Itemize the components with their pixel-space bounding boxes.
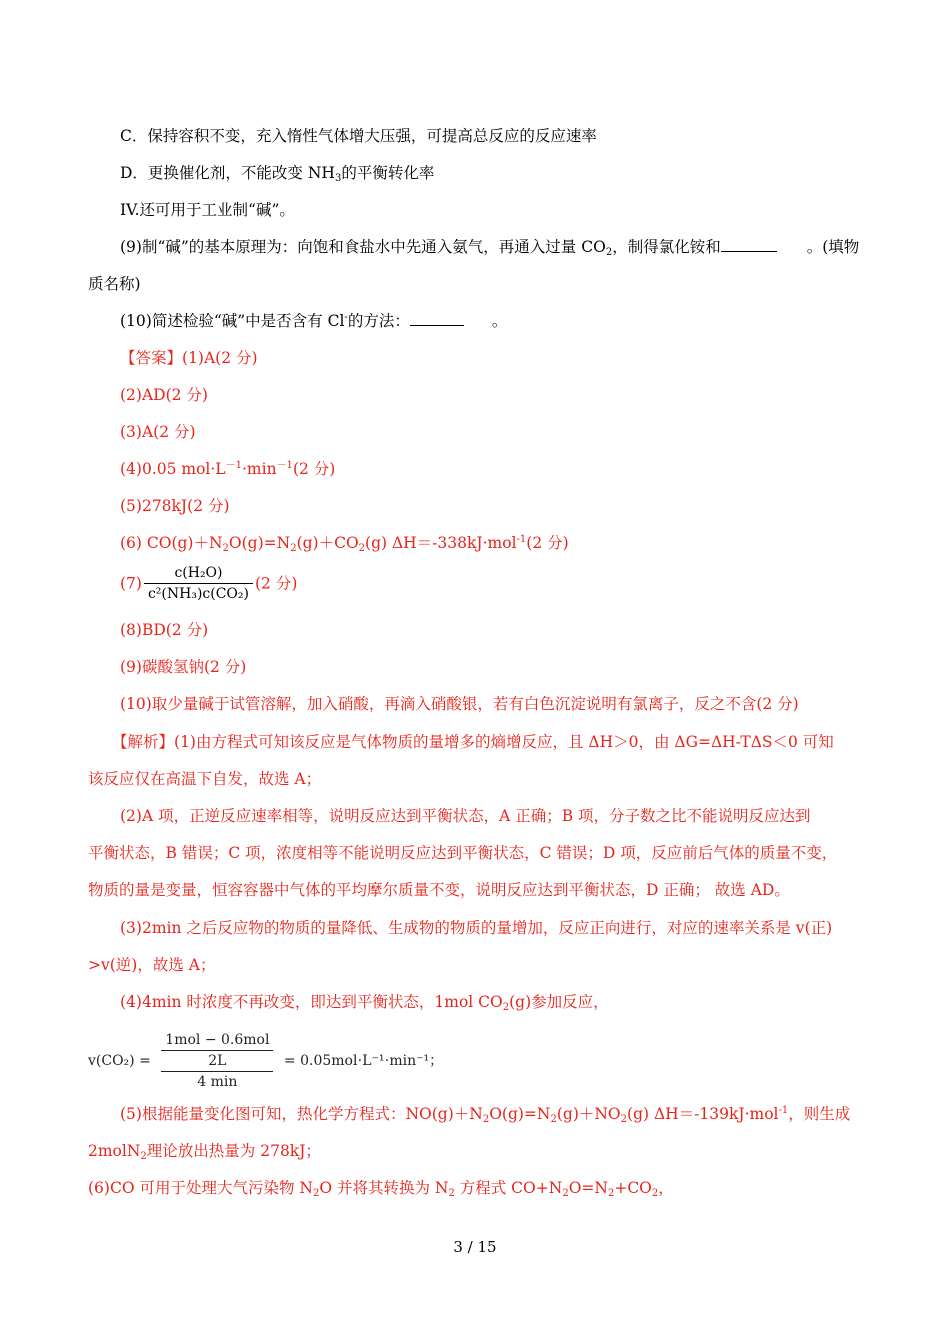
q10-text-b: 的方法：	[347, 312, 410, 330]
answer-5	[120, 496, 230, 516]
answer-1-text: (1)A(2 分)	[182, 349, 258, 367]
answer-10-text: (10)取少量碱于试管溶解，加入硝酸，再滴入硝酸银，若有白色沉淀说明有氯离子，反之不含(2 分)	[120, 695, 799, 713]
analysis-3-text-b: >v(逆)，故选 A；	[88, 956, 216, 974]
analysis-5-text-b: 2molN	[88, 1142, 141, 1160]
fraction-denominator: c²(NH₃)c(CO₂)	[147, 586, 249, 602]
subscript: 2	[482, 1114, 490, 1125]
q9-text-c: 。(填物	[806, 238, 860, 256]
formula-lhs: v(CO₂) =	[88, 1053, 151, 1069]
q10-text-c: 。	[491, 312, 508, 330]
subscript: 2	[222, 543, 229, 554]
analysis-6-b: O 并将其转换为 N	[319, 1179, 449, 1197]
analysis-2-text-b: 平衡状态，B 错误；C 项，浓度相等不能说明反应达到平衡状态，C 错误；D 项，反应前后气体的质量不变，	[88, 844, 838, 862]
analysis-2-text: (2)A 项，正逆反应速率相等，说明反应达到平衡状态，A 正确；B 项，分子数之比不能说明反应达到	[120, 807, 811, 825]
subscript: 2	[140, 1151, 147, 1162]
superscript: -1	[516, 534, 527, 545]
answer-3	[120, 422, 196, 442]
option-d-text: D．更换催化剂，不能改变 NH	[120, 164, 335, 182]
analysis-3	[120, 918, 832, 938]
formula-inner-num: 1mol − 0.6mol	[161, 1030, 273, 1051]
analysis-2-cont	[88, 843, 837, 863]
answer-8-text: (8)BD(2 分)	[120, 621, 209, 639]
analysis-1-cont	[88, 769, 321, 789]
answer-4-mid: ·min	[241, 460, 277, 478]
formula-top	[157, 1030, 277, 1072]
section-iv	[120, 200, 295, 220]
subscript: 2	[607, 1188, 615, 1199]
superscript: -	[344, 312, 348, 323]
subscript: 2	[448, 1188, 455, 1199]
answer-9	[120, 657, 246, 677]
page-number: 3 / 15	[453, 1238, 497, 1256]
analysis-6	[88, 1178, 674, 1198]
question-9	[120, 237, 859, 257]
subscript: 2	[358, 543, 366, 554]
analysis-5-text: (5)根据能量变化图可知，热化学方程式：NO(g)＋N	[120, 1105, 483, 1123]
q9-text: (9)制“碱”的基本原理为：向饱和食盐水中先通入氨气，再通入过量 CO	[120, 238, 606, 256]
subscript: 2	[290, 543, 297, 554]
formula-inner-den: 2L	[161, 1051, 273, 1072]
superscript: -1	[778, 1105, 789, 1116]
analysis-5-e: ，则生成	[788, 1105, 851, 1123]
subscript: 2	[562, 1188, 569, 1199]
superscript: －1	[225, 460, 242, 471]
question-10	[120, 311, 507, 331]
analysis-6-d: O=N	[568, 1179, 608, 1197]
analysis-2-text-c: 物质的量是变量，恒容容器中气体的平均摩尔质量不变，说明反应达到平衡状态，D 正确； 故选 AD。	[88, 881, 790, 899]
answer-2-text: (2)AD(2 分)	[120, 386, 208, 404]
answer-7	[120, 563, 297, 604]
answer-7-text: (7)	[120, 574, 142, 593]
q9-text-b: ，制得氯化铵和	[612, 238, 721, 256]
analysis-5	[120, 1104, 850, 1124]
answer-6-text: (6) CO(g)＋N	[120, 534, 223, 552]
analysis-6-e: +CO	[614, 1179, 652, 1197]
superscript: －1	[276, 460, 293, 471]
answer-6-e: (2 分)	[526, 534, 569, 552]
question-9-cont	[88, 274, 141, 294]
answer-3-text: (3)A(2 分)	[120, 423, 196, 441]
q9-text-d: 质名称)	[88, 275, 141, 293]
subscript: 2	[502, 1002, 510, 1013]
answer-10	[120, 694, 799, 714]
analysis-tag: 【解析】	[112, 733, 175, 751]
option-c-text: C．保持容积不变，充入惰性气体增大压强，可提高总反应的反应速率	[120, 127, 597, 145]
answer-5-text: (5)278kJ(2 分)	[120, 497, 230, 515]
answer-4	[120, 459, 335, 479]
answer-blank	[721, 237, 777, 252]
analysis-1-text-b: 该反应仅在高温下自发，故选 A；	[88, 770, 322, 788]
analysis-1-text: (1)由方程式可知该反应是气体物质的量增多的熵增反应，且 ΔH＞0，由 ΔG=ΔH-TΔS＜0 可知	[174, 733, 834, 751]
analysis-5-b: O(g)=N	[489, 1105, 551, 1123]
fraction-numerator: c(H₂O)	[144, 563, 253, 584]
analysis-4-post: (g)参加反应，	[509, 993, 609, 1011]
subscript: 2	[550, 1114, 557, 1125]
answer-2	[120, 385, 208, 405]
answer-4-text: (4)0.05 mol·L	[120, 460, 226, 478]
equilibrium-constant-fraction	[144, 563, 253, 604]
section-iv-text: IV.还可用于工业制“碱”。	[120, 201, 295, 219]
option-d-text-end: 的平衡转化率	[341, 164, 435, 182]
analysis-4	[120, 992, 609, 1012]
analysis-3-text: (3)2min 之后反应物的物质的量降低、生成物的物质的量增加，反应正向进行，对应的速率关系是 v(正)	[120, 919, 833, 937]
analysis-2	[120, 806, 811, 826]
analysis-6-c: 方程式 CO+N	[454, 1179, 563, 1197]
subscript: 3	[334, 173, 342, 184]
analysis-4-text: (4)4min 时浓度不再改变，即达到平衡状态，1mol CO	[120, 993, 503, 1011]
answer-8	[120, 620, 208, 640]
answer-1	[120, 348, 258, 368]
answer-6-c: (g)＋CO	[296, 534, 359, 552]
analysis-5-text-b-post: 理论放出热量为 278kJ；	[146, 1142, 321, 1160]
formula-inner-fraction	[161, 1030, 273, 1072]
option-d	[120, 163, 434, 183]
answer-6	[120, 533, 569, 553]
answer-tag: 【答案】	[120, 349, 183, 367]
answer-9-text: (9)碳酸氢钠(2 分)	[120, 658, 247, 676]
formula-rhs: = 0.05mol⋅L⁻¹⋅min⁻¹；	[283, 1053, 444, 1069]
q10-text: (10)简述检验“碱”中是否含有 Cl	[120, 312, 345, 330]
analysis-3-cont	[88, 955, 215, 975]
analysis-5-c: (g)＋NO	[556, 1105, 621, 1123]
analysis-5-cont	[88, 1141, 321, 1161]
analysis-2-cont2	[88, 880, 790, 900]
answer-7-post: (2 分)	[254, 574, 298, 593]
subscript: 2	[605, 247, 613, 258]
option-c	[120, 126, 597, 146]
answer-4-post: (2 分)	[292, 460, 336, 478]
subscript: 2	[620, 1114, 628, 1125]
answer-6-b: O(g)=N	[228, 534, 291, 552]
formula-bottom: 4 min	[197, 1074, 238, 1090]
analysis-5-d: (g) ΔH＝-139kJ·mol	[627, 1105, 779, 1123]
analysis-1	[112, 732, 834, 752]
answer-6-d: (g) ΔH＝-338kJ·mol	[365, 534, 517, 552]
formula-fraction	[157, 1030, 277, 1092]
subscript: 2	[651, 1188, 659, 1199]
rate-formula	[88, 1030, 443, 1092]
analysis-6-text: (6)CO 可用于处理大气污染物 N	[88, 1179, 313, 1197]
subscript: 2	[312, 1188, 320, 1199]
analysis-6-f: ，	[658, 1179, 674, 1197]
answer-blank	[410, 311, 464, 326]
